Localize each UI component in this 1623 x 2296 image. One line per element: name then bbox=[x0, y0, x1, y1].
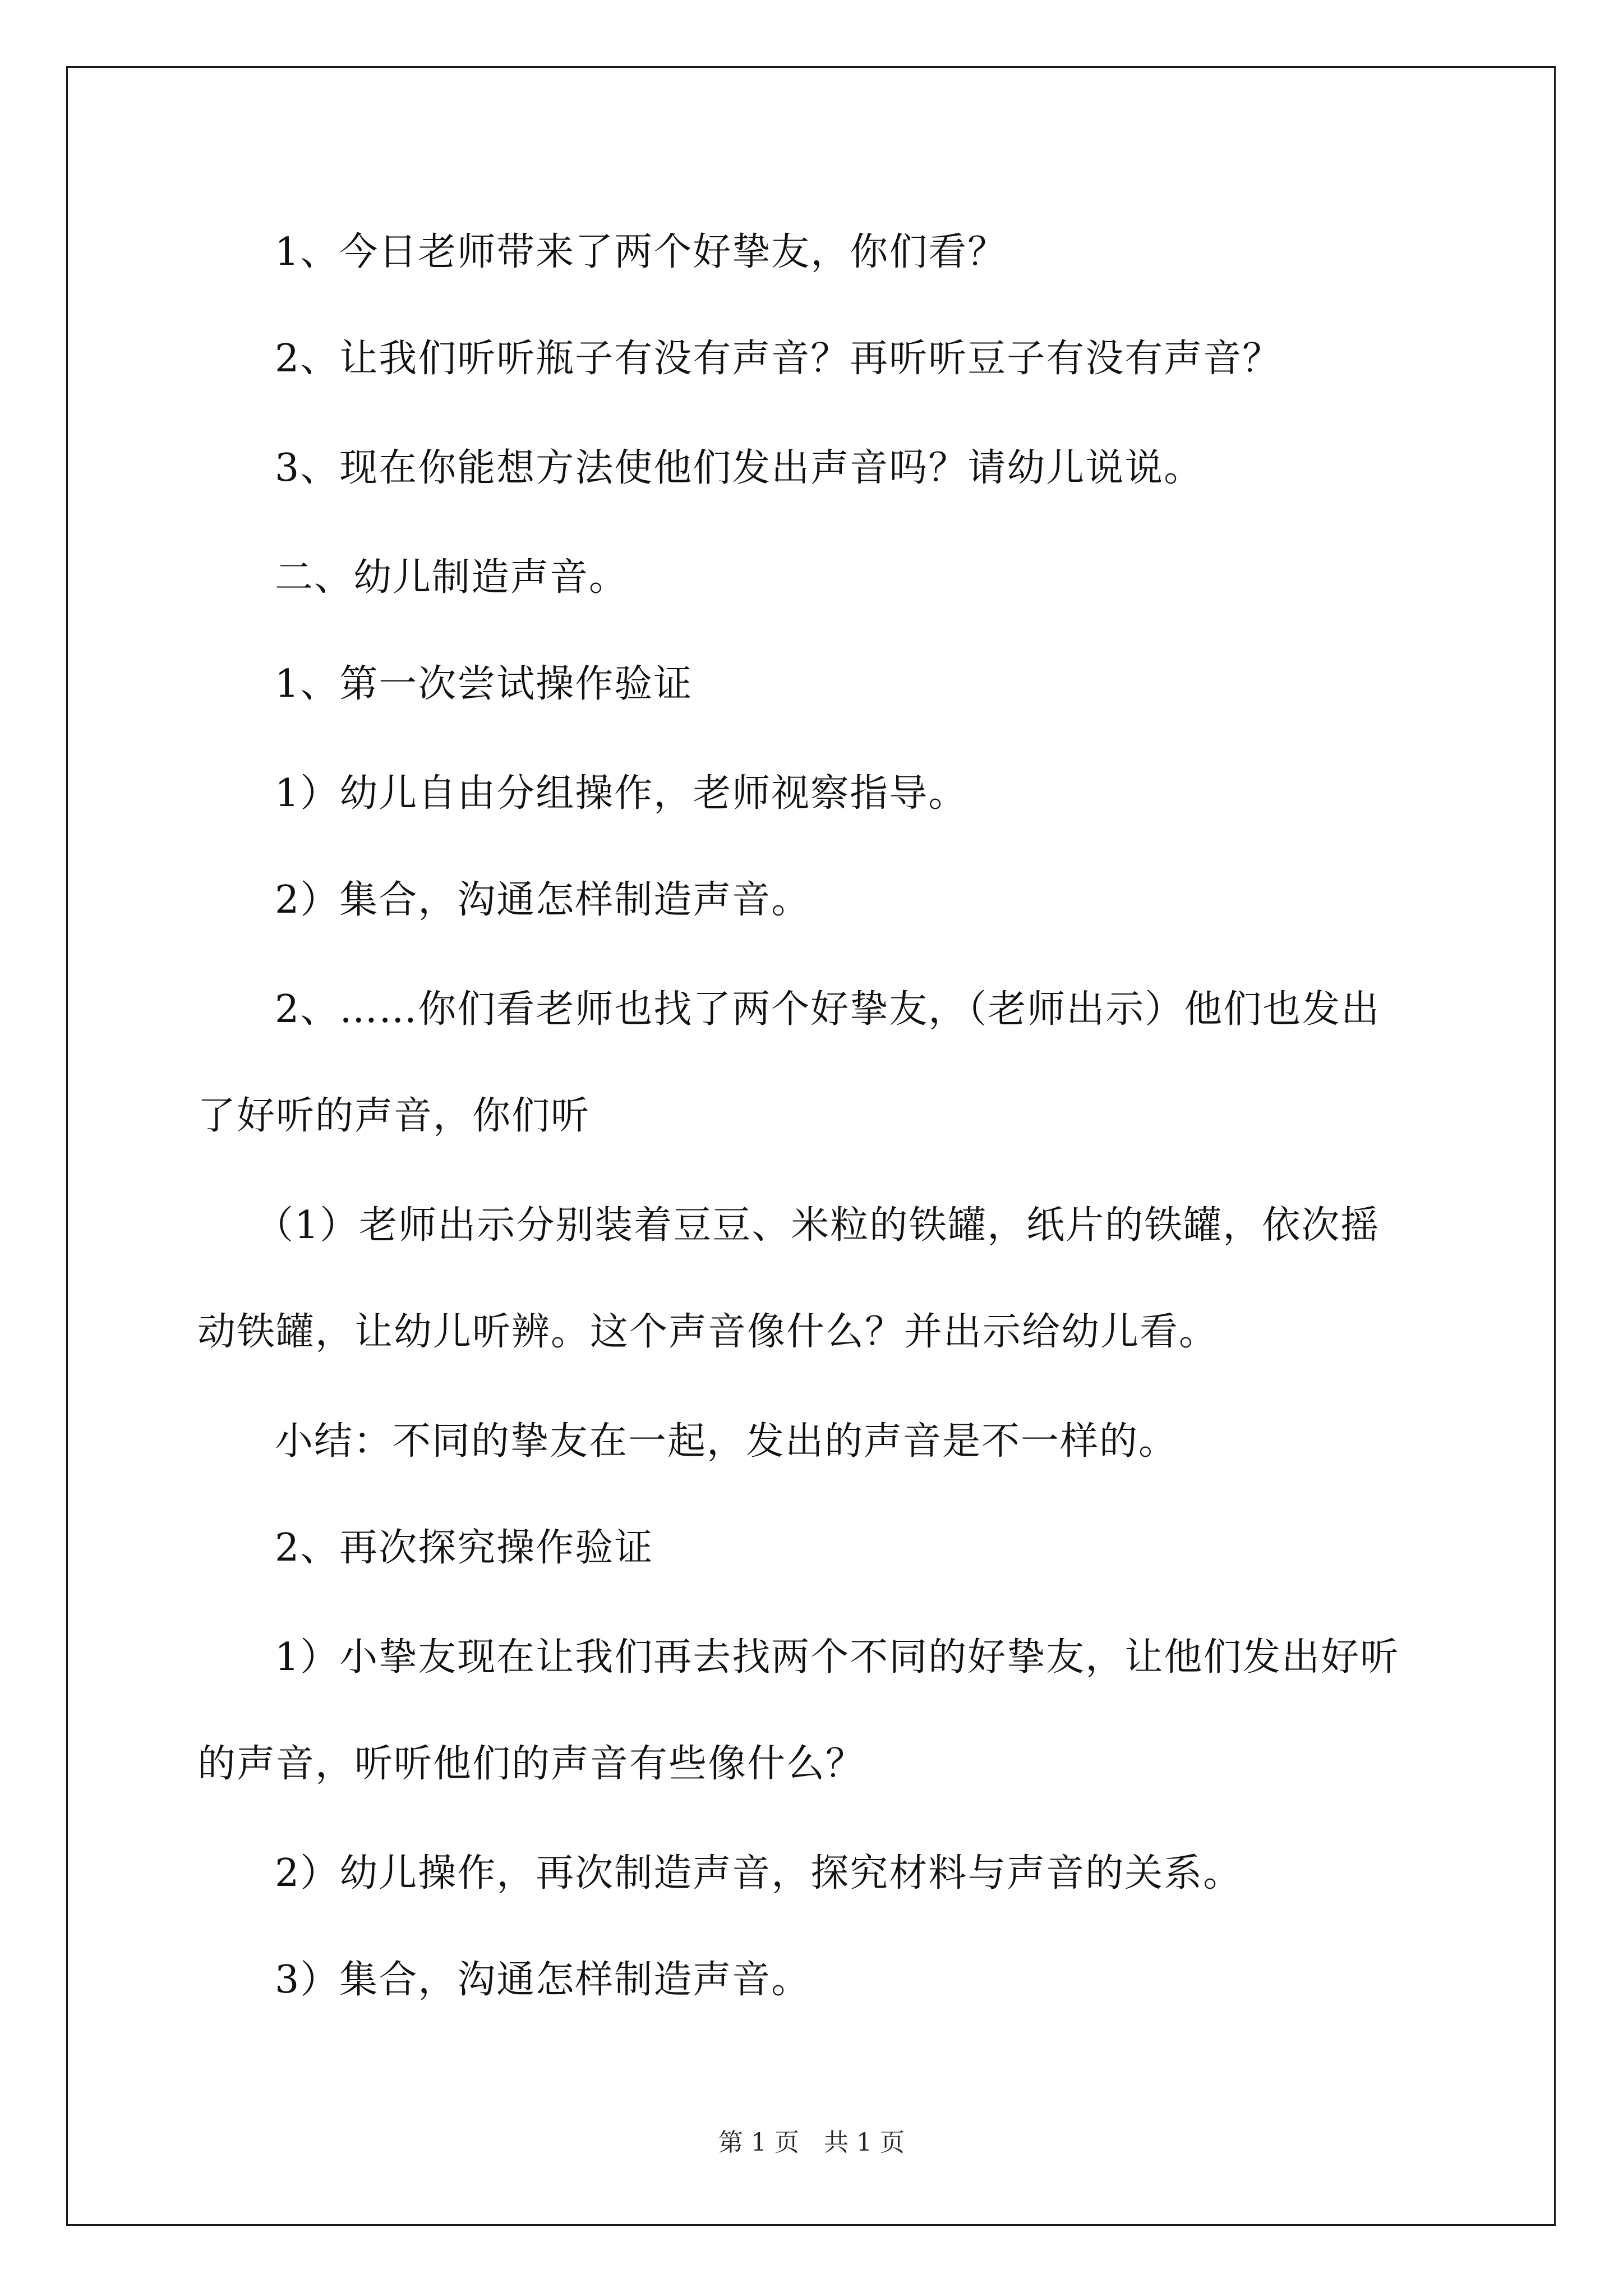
substep-find-friends: 1）小挚友现在让我们再去找两个不同的好挚友，让他们发出好听 bbox=[275, 1635, 1400, 1680]
paragraph-summary: 小结：不同的挚友在一起，发出的声音是不一样的。 bbox=[275, 1419, 1178, 1464]
substep-gather-2: 3）集合，沟通怎样制造声音。 bbox=[275, 1958, 811, 2002]
paragraph-cans: （1）老师出示分别装着豆豆、米粒的铁罐，纸片的铁罐，依次摇 bbox=[255, 1203, 1380, 1248]
paragraph-teacher-friends-cont: 了好听的声音，你们听 bbox=[197, 1094, 591, 1138]
step-second-explore: 2、再次探究操作验证 bbox=[275, 1526, 654, 1570]
paragraph-intro-2: 2、让我们听听瓶子有没有声音？再听听豆子有没有声音？ bbox=[275, 337, 1282, 381]
substep-free-grouping: 1）幼儿自由分组操作，老师视察指导。 bbox=[275, 771, 968, 816]
step-first-try: 1、第一次尝试操作验证 bbox=[275, 662, 693, 706]
paragraph-teacher-friends: 2、……你们看老师也找了两个好挚友，（老师出示）他们也发出 bbox=[275, 987, 1381, 1032]
paragraph-cans-cont: 动铁罐，让幼儿听辨。这个声音像什么？并出示给幼儿看。 bbox=[197, 1310, 1219, 1354]
page-border bbox=[66, 66, 1556, 2226]
substep-operate: 2）幼儿操作，再次制造声音，探究材料与声音的关系。 bbox=[275, 1851, 1243, 1895]
section-heading-2: 二、幼儿制造声音。 bbox=[275, 555, 629, 600]
paragraph-intro-1: 1、今日老师带来了两个好挚友，你们看？ bbox=[275, 230, 1007, 274]
substep-gather-1: 2）集合，沟通怎样制造声音。 bbox=[275, 878, 811, 922]
page-number-footer: 第 1 页 共 1 页 bbox=[718, 2128, 905, 2157]
substep-find-friends-cont: 的声音，听听他们的声音有些像什么？ bbox=[197, 1742, 865, 1786]
paragraph-intro-3: 3、现在你能想方法使他们发出声音吗？请幼儿说说。 bbox=[275, 446, 1204, 490]
